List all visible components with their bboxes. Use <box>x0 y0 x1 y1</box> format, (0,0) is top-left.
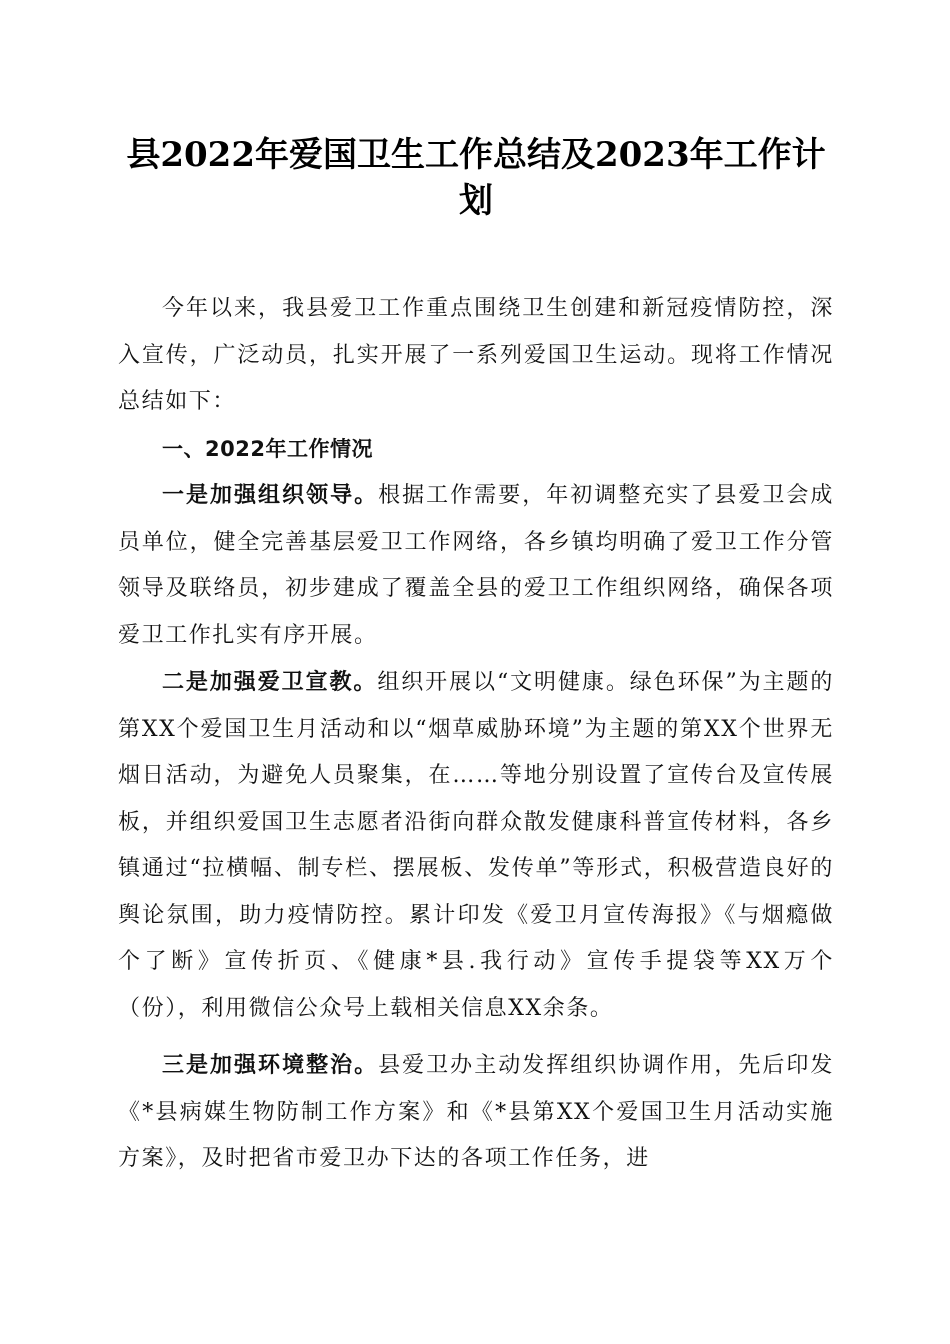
section-heading: 一、2022年工作情况 <box>162 436 373 461</box>
document-page <box>118 0 834 1344</box>
item3-paragraph <box>118 1042 834 1183</box>
intro-paragraph: 今年以来，我县爱卫工作重点围绕卫生创建和新冠疫情防控，深入宣传，广泛动员，扎实开展了一系列爱国卫生运动。现将工作情况总结如下： <box>118 296 834 414</box>
item3-text: 县爱卫办主动发挥组织协调作用，先后印发《*县病媒生物防制工作方案》和《*县第XX个爱国卫生月活动实施方案》，及时把省市爱卫办下达的各项工作任务，进 <box>118 1053 835 1171</box>
item2-text: 组织开展以“文明健康。绿色环保”为主题的第XX个爱国卫生月活动和以“烟草威胁环境”为主题的第XX个世界无烟日活动，为避免人员聚集，在……等地分别设置了宣传台及宣传展板，并组织爱国卫生志愿者沿街向群众散发健康科普宣传材料，各乡镇通过“拉横幅、制专栏、摆展板、发传单”等形式，积极营造良好的舆论氛围，助力疫情防控。累计印发《爱卫月宣传海报》《与烟瘾做个了断》宣传折页、《健康*县.我行动》宣传手提袋等XX万个（份），利用微信公众号上载相关信息XX余条。 <box>118 670 834 1021</box>
item1-paragraph <box>118 472 834 659</box>
item3-lead: 三是加强环境整治。 <box>162 1052 379 1078</box>
document-body <box>118 286 834 1183</box>
item2-lead: 二是加强爱卫宣教。 <box>162 669 378 695</box>
document-title: 县2022年爱国卫生工作总结及2023年工作计划 <box>126 135 826 221</box>
item1-lead: 一是加强组织领导。 <box>162 482 379 508</box>
item2-paragraph <box>118 659 834 1032</box>
item1-text: 根据工作需要，年初调整充实了县爱卫会成员单位，健全完善基层爱卫工作网络，各乡镇均明确了爱卫工作分管领导及联络员，初步建成了覆盖全县的爱卫工作组织网络，确保各项爱卫工作扎实有序开展。 <box>118 483 835 648</box>
